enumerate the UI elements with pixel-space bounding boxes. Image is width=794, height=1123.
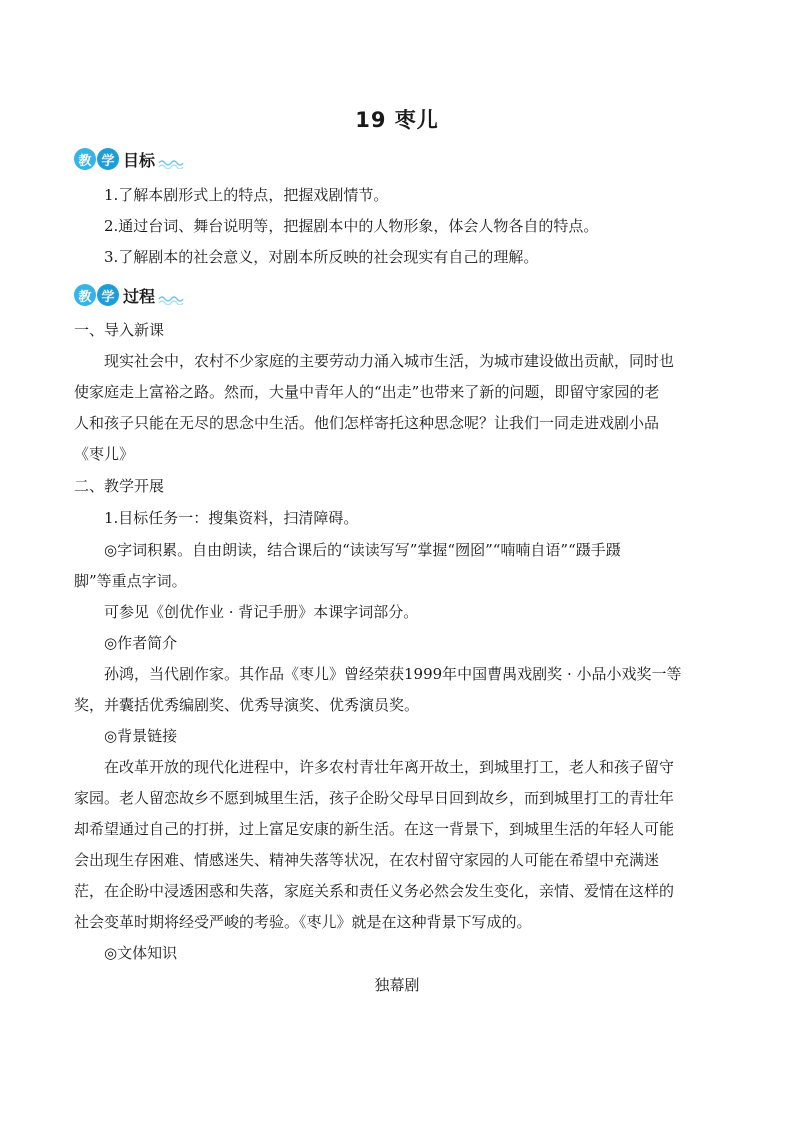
badge-char-icon: 学	[97, 148, 119, 170]
wave-decoration-icon	[158, 293, 184, 305]
genre-title: 独幕剧	[374, 976, 420, 994]
heading-teaching: 二、教学开展	[74, 477, 165, 495]
wave-decoration-icon	[158, 157, 184, 169]
section-title: 目标	[123, 150, 156, 170]
paragraph-line: 人和孩子只能在无尽的思念中生活。他们怎样寄托这种思念呢？让我们一同走进戏剧小品	[74, 414, 660, 432]
subheading-background: ◎背景链接	[104, 727, 178, 745]
paragraph-line: 脚”等重点字词。	[74, 572, 187, 590]
section-header-goals	[74, 145, 184, 173]
paragraph-line: 家园。老人留恋故乡不愿到城里生活，孩子企盼父母早日回到故乡，而到城里打工的青壮年	[74, 789, 675, 807]
subheading-genre: ◎文体知识	[104, 944, 178, 962]
paragraph-line: 会出现生存困难、情感迷失、精神失落等状况，在农村留守家园的人可能在希望中充满迷	[74, 851, 660, 869]
paragraph-line: 却希望通过自己的打拼，过上富足安康的新生活。在这一背景下，到城里生活的年轻人可能	[74, 820, 675, 838]
goal-item: 2.通过台词、舞台说明等，把握剧本中的人物形象，体会人物各自的特点。	[104, 217, 599, 235]
paragraph-line: 茫，在企盼中浸透困惑和失落，家庭关系和责任义务必然会发生变化，亲情、爱情在这样的	[74, 882, 675, 900]
paragraph-line: 《枣儿》	[74, 445, 135, 463]
goal-item: 3.了解剧本的社会意义，对剧本所反映的社会现实有自己的理解。	[104, 248, 539, 266]
section-header-process	[74, 281, 184, 309]
paragraph-line: ◎字词积累。自由朗读，结合课后的“读读写写”掌握“囫囵”“喃喃自语”“蹑手蹑	[104, 541, 621, 559]
paragraph-line: 现实社会中，农村不少家庭的主要劳动力涌入城市生活，为城市建设做出贡献，同时也	[104, 352, 675, 370]
subheading-author: ◎作者简介	[104, 634, 178, 652]
paragraph-line: 在改革开放的现代化进程中，许多农村青壮年离开故土，到城里打工，老人和孩子留守	[104, 758, 675, 776]
paragraph-line: 社会变革时期将经受严峻的考验。《枣儿》就是在这种背景下写成的。	[74, 913, 532, 931]
goal-item: 1.了解本剧形式上的特点，把握戏剧情节。	[104, 186, 389, 204]
page-title: 19 枣儿	[355, 108, 439, 132]
paragraph-line: 奖，并囊括优秀编剧奖、优秀导演奖、优秀演员奖。	[74, 696, 420, 714]
task-item: 1.目标任务一：搜集资料，扫清障碍。	[104, 509, 359, 527]
badge-char-icon: 学	[97, 284, 119, 306]
heading-intro: 一、导入新课	[74, 321, 165, 339]
section-title: 过程	[123, 286, 156, 306]
paragraph-line: 使家庭走上富裕之路。然而，大量中青年人的“出走”也带来了新的问题，即留守家园的老	[74, 383, 660, 401]
badge-char-icon: 教	[74, 148, 96, 170]
paragraph-line: 可参见《创优作业 · 背记手册》本课字词部分。	[104, 603, 419, 621]
badge-char-icon: 教	[74, 284, 96, 306]
paragraph-line: 孙鸿，当代剧作家。其作品《枣儿》曾经荣获1999年中国曹禺戏剧奖 · 小品小戏奖一等	[104, 665, 682, 683]
